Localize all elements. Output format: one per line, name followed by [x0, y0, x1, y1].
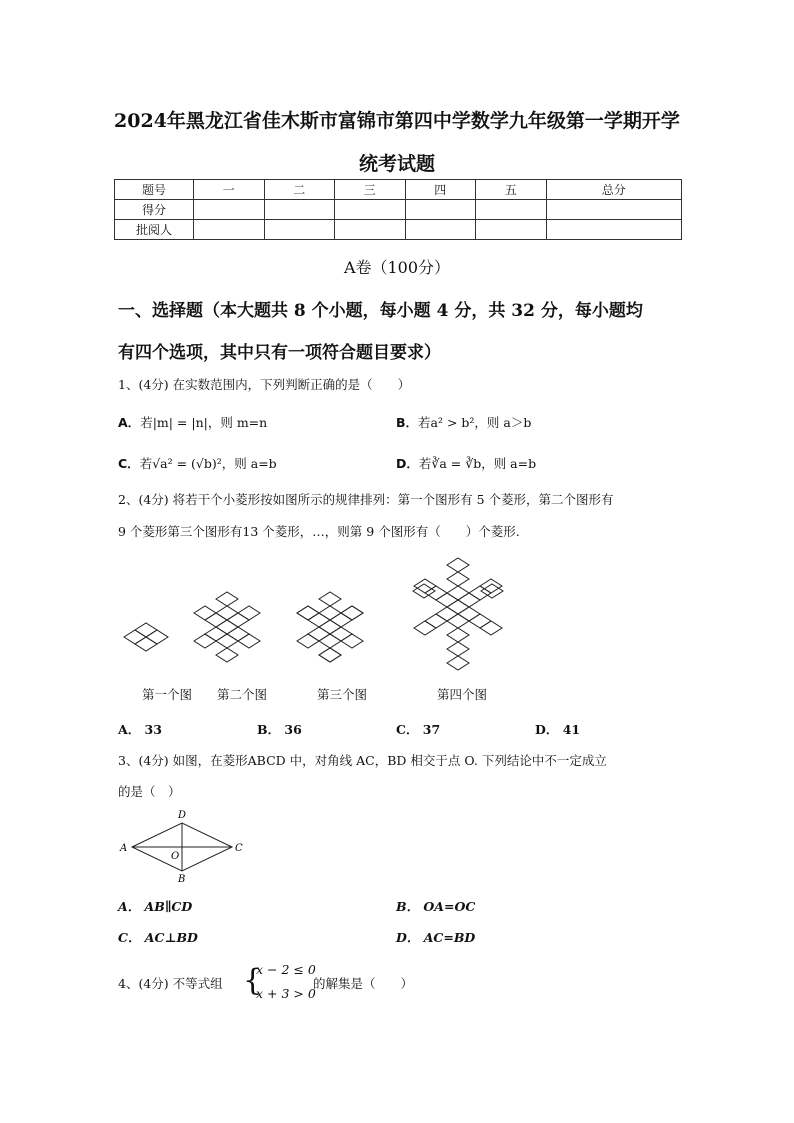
rhombus — [297, 606, 319, 620]
table-cell: 题号 — [115, 180, 194, 200]
rhombus — [469, 586, 491, 600]
q4-inequality-1: x − 2 ≤ 0 — [256, 962, 316, 977]
rhombus — [297, 606, 319, 620]
rhombus — [227, 627, 249, 641]
rhombus — [413, 584, 435, 598]
score-input-cell[interactable] — [335, 200, 406, 220]
rhombus — [447, 614, 469, 628]
rhombus — [227, 613, 249, 627]
rhombus — [238, 606, 260, 620]
rhombus — [425, 614, 447, 628]
rhombus — [425, 586, 447, 600]
rhombus — [414, 579, 436, 593]
q2-option-b[interactable]: B． 36 — [257, 722, 302, 737]
table-cell: 一 — [194, 180, 265, 200]
score-table-row — [115, 220, 682, 240]
score-input-cell[interactable] — [194, 220, 265, 240]
table-cell: 三 — [335, 180, 406, 200]
q2-figure-label-2: 第二个图 — [217, 687, 268, 702]
rhombus — [319, 606, 341, 620]
section-1-heading-line-2: 有四个选项，其中只有一项符合题目要求） — [118, 343, 441, 363]
rhombus — [216, 620, 238, 634]
rhombus — [308, 627, 330, 641]
score-input-cell[interactable] — [476, 220, 547, 240]
rhombus — [341, 606, 363, 620]
score-input-cell[interactable] — [546, 220, 682, 240]
score-input-cell[interactable] — [264, 220, 335, 240]
score-input-cell[interactable] — [405, 220, 476, 240]
rhombus — [216, 634, 238, 648]
score-table — [114, 179, 682, 240]
rhombus — [319, 648, 341, 662]
score-input-cell[interactable] — [194, 200, 265, 220]
rhombus — [414, 621, 436, 635]
rhombus — [308, 613, 330, 627]
title-line-2: 统考试题 — [358, 153, 435, 175]
option-label: C． — [118, 456, 140, 471]
q3-option-a[interactable]: A． AB∥CD — [118, 899, 193, 914]
q3-stem-line-1: 3、(4分) 如图，在菱形ABCD 中，对角线 AC，BD 相交于点 O. 下列结论中不一定成立 — [118, 753, 607, 768]
point-label-c: C — [235, 843, 243, 854]
score-table-header-row — [115, 180, 682, 200]
table-cell: 总分 — [546, 180, 682, 200]
option-text: 若|m| = |n|，则 m=n — [140, 415, 268, 430]
score-table-row — [115, 200, 682, 220]
rhombus — [436, 593, 458, 607]
q1-stem: 1、(4分) 在实数范围内，下列判断正确的是（ ） — [118, 377, 411, 392]
q1-option-d[interactable] — [396, 454, 536, 472]
rhombus — [216, 606, 238, 620]
option-label: D． — [396, 456, 419, 471]
point-label-d: D — [178, 810, 187, 821]
rhombus — [480, 621, 502, 635]
q2-figure-label-4: 第四个图 — [437, 687, 488, 702]
q1-option-b[interactable] — [396, 413, 531, 431]
rhombus — [238, 634, 260, 648]
option-label: B． — [396, 415, 419, 430]
rhombus — [447, 586, 469, 600]
rhombus — [330, 627, 352, 641]
table-cell: 二 — [264, 180, 335, 200]
q4-prefix: 4、(4分) 不等式组 — [118, 976, 223, 991]
rhombus — [458, 607, 480, 621]
rhombus — [447, 628, 469, 642]
option-text: 若a² > b²，则 a＞b — [418, 415, 532, 430]
score-input-cell[interactable] — [335, 220, 406, 240]
rhombus — [458, 593, 480, 607]
q2-option-c[interactable]: C． 37 — [396, 722, 441, 737]
rhombus — [194, 606, 216, 620]
rhombus — [447, 572, 469, 586]
rhombus — [447, 642, 469, 656]
rhombus — [469, 614, 491, 628]
table-cell: 批阅人 — [115, 220, 194, 240]
q4-brace: { — [243, 963, 263, 998]
point-label-a: A — [120, 843, 128, 854]
rhombus — [319, 620, 341, 634]
rhombus — [216, 648, 238, 662]
rhombus — [480, 579, 502, 593]
option-text: 若√a² = (√b)²，则 a=b — [139, 456, 277, 471]
rhombus — [330, 613, 352, 627]
rhombus — [319, 592, 341, 606]
point-label-b: B — [178, 874, 186, 885]
q2-figure-label-1: 第一个图 — [142, 687, 193, 702]
rhombus — [135, 637, 157, 651]
q2-option-a[interactable]: A． 33 — [118, 722, 162, 737]
q3-option-d[interactable]: D． AC=BD — [396, 930, 476, 945]
point-label-o: O — [171, 851, 180, 862]
rhombus — [205, 627, 227, 641]
q2-stem-line-1: 2、(4分) 将若干个小菱形按如图所示的规律排列：第一个图形有 5 个菱形，第二个图形有 — [118, 492, 614, 507]
rhombus — [216, 592, 238, 606]
q3-stem-line-2: 的是（ ） — [118, 784, 181, 799]
rhombus — [436, 607, 458, 621]
rhombus — [319, 648, 341, 662]
rhombus — [341, 606, 363, 620]
score-input-cell[interactable] — [405, 200, 476, 220]
table-cell: 五 — [476, 180, 547, 200]
q1-option-c[interactable] — [118, 454, 277, 472]
option-label: A． — [118, 415, 141, 430]
rhombus — [481, 584, 503, 598]
rhombus — [447, 600, 469, 614]
rhombus — [297, 634, 319, 648]
title-line-1: 2024年黑龙江省佳木斯市富锦市第四中学数学九年级第一学期开学 — [114, 110, 680, 132]
q2-stem-line-2: 9 个菱形第三个图形有13 个菱形，…，则第 9 个图形有（ ）个菱形. — [118, 524, 520, 539]
q2-rhombus-figures — [0, 555, 794, 685]
rhombus — [205, 613, 227, 627]
rhombus — [146, 630, 168, 644]
q3-option-b[interactable]: B． OA=OC — [396, 899, 476, 914]
score-input-cell[interactable] — [264, 200, 335, 220]
option-text: 若∛a = ∛b，则 a=b — [418, 456, 537, 471]
rhombus — [319, 634, 341, 648]
q1-option-a[interactable] — [118, 413, 267, 431]
q2-option-d[interactable]: D． 41 — [535, 722, 581, 737]
q4-inequality-2: x + 3 > 0 — [256, 986, 316, 1001]
rhombus — [135, 623, 157, 637]
rhombus — [447, 558, 469, 572]
rhombus — [194, 634, 216, 648]
paper-a-heading: A卷（100分） — [343, 258, 451, 277]
q4-suffix: 的解集是（ ） — [313, 976, 414, 991]
q2-figure-label-3: 第三个图 — [317, 687, 368, 702]
q3-option-c[interactable]: C． AC⊥BD — [118, 930, 198, 945]
q3-rhombus-diagram — [118, 808, 258, 883]
score-input-cell[interactable] — [476, 200, 547, 220]
table-cell: 四 — [405, 180, 476, 200]
section-1-heading-line-1: 一、选择题（本大题共 8 个小题，每小题 4 分，共 32 分，每小题均 — [118, 301, 643, 321]
rhombus — [341, 634, 363, 648]
rhombus — [124, 630, 146, 644]
table-cell: 得分 — [115, 200, 194, 220]
rhombus — [447, 656, 469, 670]
score-input-cell[interactable] — [546, 200, 682, 220]
